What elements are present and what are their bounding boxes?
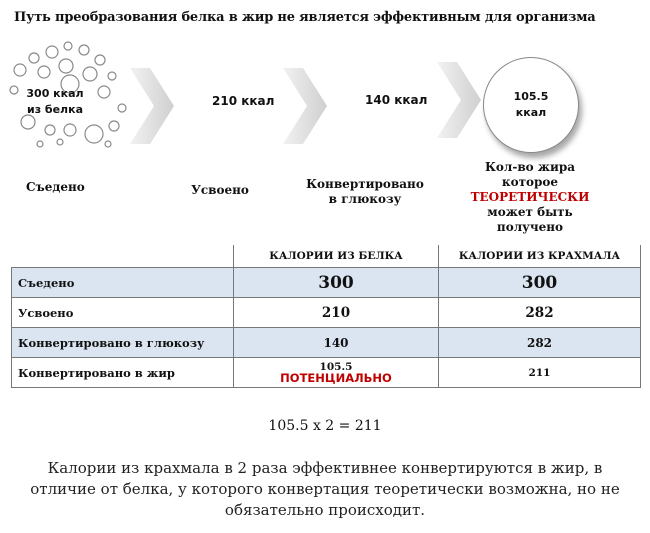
table-row: Усвоено 210 282 (12, 298, 641, 328)
fat-unit: ккал (515, 106, 547, 119)
fat-value: 105.5 (513, 90, 549, 103)
chevron-right-icon (128, 66, 176, 146)
table-header-blank (12, 245, 234, 268)
header-protein: КАЛОРИИ ИЗ БЕЛКА (234, 245, 439, 268)
theoretically-highlight: ТЕОРЕТИЧЕСКИ (470, 190, 590, 204)
header-starch: КАЛОРИИ ИЗ КРАХМАЛА (439, 245, 641, 268)
conclusion-text: Калории из крахмала в 2 раза эффективнее конвертируются в жир, в отличие от белка, у которого конвертация теоретически возможна, но не обязательно происходит. (30, 459, 620, 519)
stage-eaten-label: Съедено (26, 180, 85, 194)
stage-eaten-value: 300 ккал из белка (26, 87, 84, 116)
stage-glucose-label: Конвертировано в глюкозу (306, 177, 424, 206)
equation: 105.5 x 2 = 211 (268, 418, 382, 434)
fat-result-circle (483, 57, 579, 153)
table-row: Конвертировано в глюкозу 140 282 (12, 328, 641, 358)
stage-fat-label: Кол-во жира которое ТЕОРЕТИЧЕСКИ может быть получено (465, 160, 595, 235)
table-row: Конвертировано в жир 105.5 ПОТЕНЦИАЛЬНО 211 (12, 358, 641, 388)
stage-absorbed-label: Усвоено (191, 183, 249, 197)
fat-protein-value: 105.5 (319, 360, 353, 373)
calorie-comparison-table (11, 245, 641, 388)
potentially-note: ПОТЕНЦИАЛЬНО (280, 370, 392, 385)
table-header-row (12, 245, 641, 268)
stage-absorbed-value: 210 ккал (212, 94, 275, 108)
diagram-title: Путь преобразования белка в жир не является эффективным для организма (14, 10, 596, 25)
table-row: Съедено 300 300 (12, 268, 641, 298)
chevron-right-icon (281, 66, 329, 146)
stage-glucose-value: 140 ккал (365, 93, 428, 107)
chevron-right-icon (435, 60, 483, 140)
